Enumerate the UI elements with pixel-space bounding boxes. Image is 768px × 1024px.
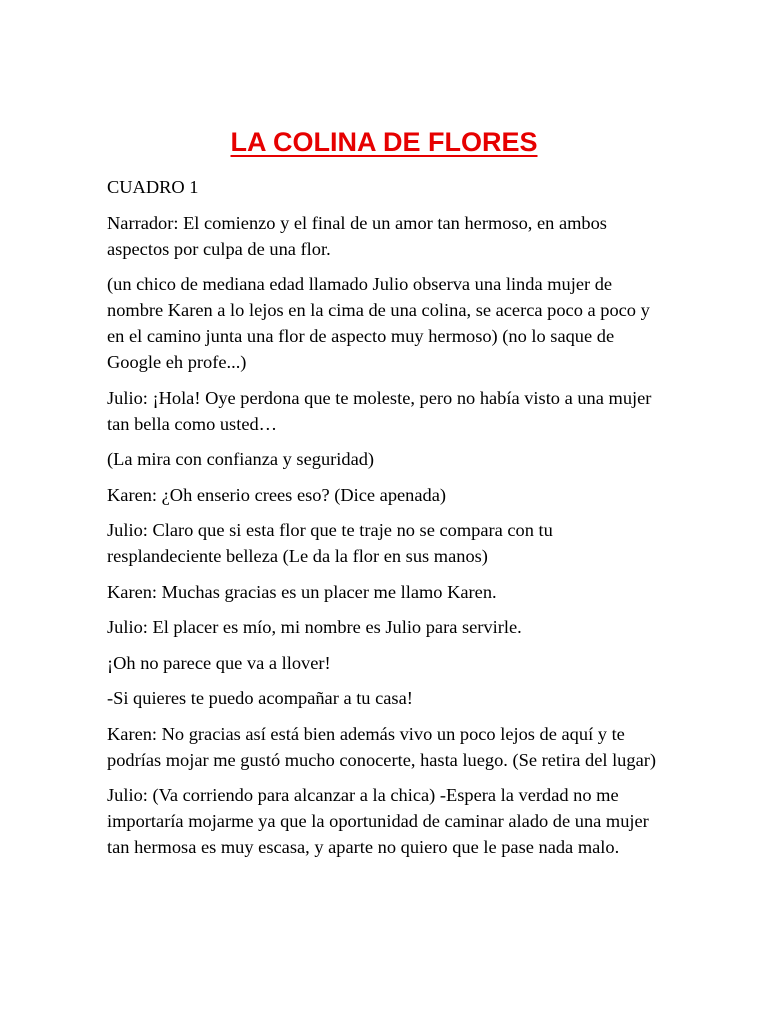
paragraph-dialogue: Karen: Muchas gracias es un placer me llamo Karen. [107,581,497,602]
scene-heading: CUADRO 1 [107,177,199,197]
paragraph-dialogue: Julio: Claro que si esta flor que te traje no se compara con tu resplandeciente belleza (Le da la flor en sus manos) [107,520,553,566]
paragraph-dialogue: Julio: El placer es mío, mi nombre es Julio para servirle. [107,617,522,637]
paragraph-narrator: Narrador: El comienzo y el final de un amor tan hermoso, en ambos aspectos por culpa de una flor. [107,212,607,259]
paragraph-dialogue: -Si quieres te puedo acompañar a tu casa! [107,688,413,708]
document-title: LA COLINA DE FLORES [230,127,538,157]
paragraph-dialogue: Karen: No gracias así está bien además vivo un poco lejos de aquí y te podrías mojar me gustó mucho conocerte, hasta luego. (Se retira del lugar) [107,723,656,770]
paragraph-stage-direction: (La mira con confianza y seguridad) [107,449,375,469]
paragraph-dialogue: ¡Oh no parece que va a llover! [107,652,331,673]
paragraph-dialogue: Julio: (Va corriendo para alcanzar a la chica) -Espera la verdad no me importaría mojarme ya que la oportunidad de caminar alado de una mujer tan hermosa es muy escasa, y aparte no quiero que le pase nada malo. [107,785,649,857]
paragraph-stage-direction: (un chico de mediana edad llamado Julio observa una linda mujer de nombre Karen a lo lejos en la cima de una colina, se acerca poco a poco y en el camino junta una flor de aspecto muy hermoso) (no lo saque de Google eh profe...) [107,274,650,372]
paragraph-dialogue: Julio: ¡Hola! Oye perdona que te moleste, pero no había visto a una mujer tan bella como usted… [107,387,652,434]
document-body [107,174,667,870]
paragraph-dialogue: Karen: ¿Oh enserio crees eso? (Dice apenada) [107,484,447,505]
